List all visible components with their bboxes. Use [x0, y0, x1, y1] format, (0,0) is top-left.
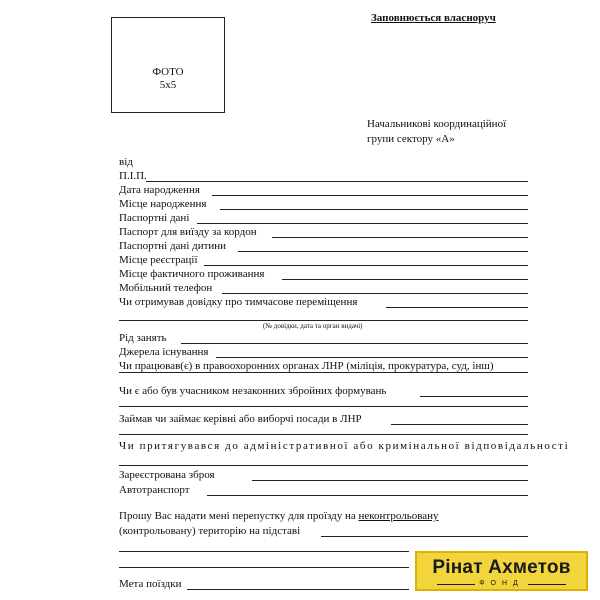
photo-placeholder: [111, 17, 225, 113]
field-label-passport: Паспортні дані: [119, 212, 190, 224]
field-label-vehicle: Автотранспорт: [119, 484, 190, 496]
field-line-child-passport[interactable]: [238, 251, 528, 252]
field-label-liability: Чи притягувався до адміністративної або кримінальної відповідальності: [119, 440, 570, 452]
field-line-liability[interactable]: [119, 465, 528, 466]
certificate-note: (№ довідки, дата та орган видачі): [263, 322, 363, 330]
header-note: Заповнюється власноруч: [371, 12, 496, 24]
field-line-residence[interactable]: [282, 279, 528, 280]
field-label-mobile: Мобільний телефон: [119, 282, 213, 294]
field-line-displacement-2[interactable]: [119, 320, 528, 321]
field-line-leadership-2[interactable]: [119, 434, 528, 435]
field-label-displacement: Чи отримував довідку про тимчасове переміщення: [119, 296, 358, 308]
request-text-2: (контрольовану) територію на підставі: [119, 525, 301, 537]
field-label-name: П.І.П.: [119, 170, 147, 182]
request-text-uncontrolled: неконтрольовану: [358, 510, 439, 522]
field-line-registration[interactable]: [204, 265, 528, 266]
foundation-logo-name: Рінат Ахметов: [432, 557, 571, 578]
from-label: від: [119, 156, 133, 168]
field-label-occupation: Рід занять: [119, 332, 167, 344]
field-line-passport[interactable]: [197, 223, 528, 224]
photo-label: ФОТО: [152, 66, 184, 78]
field-line-trip-purpose[interactable]: [187, 589, 409, 590]
field-label-residence: Місце фактичного проживання: [119, 268, 265, 280]
field-line-basis[interactable]: [321, 536, 528, 537]
field-line-basis-2[interactable]: [119, 551, 409, 552]
field-label-birthdate: Дата народження: [119, 184, 200, 196]
field-label-income: Джерела існування: [119, 346, 209, 358]
logo-divider-right: [528, 584, 566, 585]
field-label-trip-purpose: Мета поїздки: [119, 578, 182, 590]
foundation-logo-sub: ФОНД: [479, 580, 524, 587]
field-line-income[interactable]: [216, 357, 528, 358]
field-label-law-enforcement: Чи працював(є) в правоохоронних органах ЛНР (міліція, прокуратура, суд, інш): [119, 360, 494, 372]
field-line-law-enforcement[interactable]: [119, 372, 528, 373]
from-row: [119, 154, 179, 168]
foundation-logo: [415, 551, 588, 591]
addressee: [367, 117, 506, 147]
field-line-vehicle[interactable]: [207, 495, 528, 496]
field-line-armed-groups[interactable]: [420, 396, 528, 397]
field-label-birthplace: Місце народження: [119, 198, 207, 210]
field-label-registration: Місце реєстрації: [119, 254, 198, 266]
field-line-foreign-passport[interactable]: [272, 237, 528, 238]
photo-size: 5х5: [159, 79, 177, 91]
field-line-name[interactable]: [146, 181, 528, 182]
field-line-displacement[interactable]: [386, 307, 528, 308]
field-line-occupation[interactable]: [181, 343, 528, 344]
field-line-armed-groups-2[interactable]: [119, 406, 528, 407]
request-text-1: Прошу Вас надати мені перепустку для проїзду на: [119, 510, 356, 522]
addressee-line-1: Начальникові координаційної: [367, 118, 507, 130]
field-line-mobile[interactable]: [222, 293, 528, 294]
field-line-birthdate[interactable]: [212, 195, 528, 196]
field-line-weapons[interactable]: [252, 480, 528, 481]
field-label-foreign-passport: Паспорт для виїзду за кордон: [119, 226, 257, 238]
field-row: [119, 438, 570, 452]
field-line-basis-3[interactable]: [119, 567, 409, 568]
field-label-weapons: Зареєстрована зброя: [119, 469, 215, 481]
field-label-leadership: Займав чи займає керівні або виборчі посади в ЛНР: [119, 413, 362, 425]
field-line-leadership[interactable]: [391, 424, 528, 425]
field-label-armed-groups: Чи є або був учасником незаконних збройних формувань: [119, 385, 387, 397]
field-label-child-passport: Паспортні дані дитини: [119, 240, 227, 252]
addressee-line-2: групи сектору «А»: [367, 133, 455, 145]
field-line-birthplace[interactable]: [220, 209, 528, 210]
